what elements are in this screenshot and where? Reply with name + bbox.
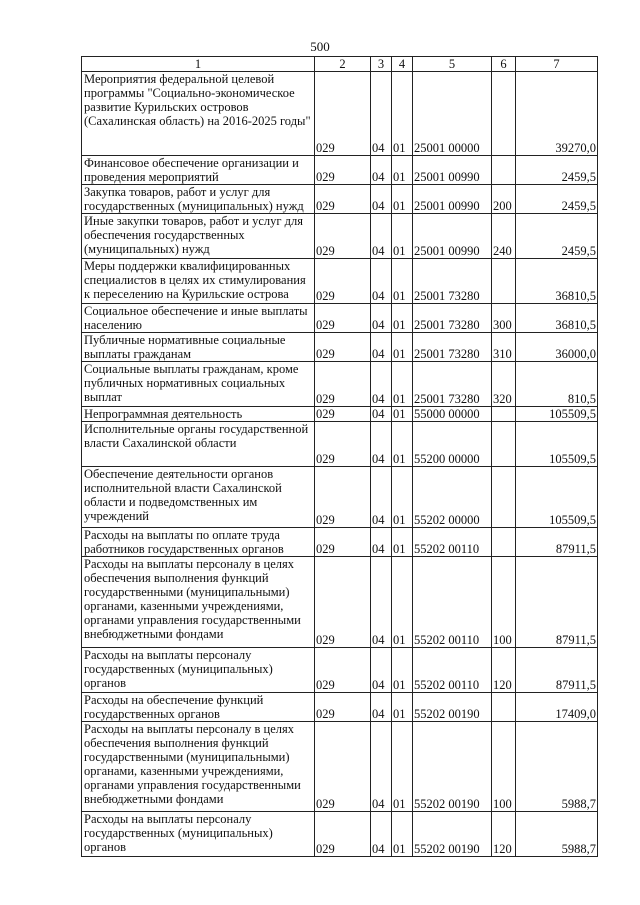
row-target-article: 25001 73280 [413, 259, 492, 304]
row-name: Социальные выплаты гражданам, кроме публичных нормативных социальных выплат [82, 362, 315, 407]
table-row [82, 422, 598, 467]
row-expense-type [492, 422, 516, 467]
row-code: 029 [315, 812, 371, 857]
row-code: 029 [315, 693, 371, 722]
row-subsection: 01 [392, 693, 413, 722]
table-row [82, 333, 598, 362]
row-section: 04 [371, 693, 392, 722]
row-section: 04 [371, 467, 392, 528]
row-expense-type: 100 [492, 722, 516, 812]
header-cell: 3 [371, 57, 392, 72]
row-subsection: 01 [392, 467, 413, 528]
row-subsection: 01 [392, 422, 413, 467]
row-section: 04 [371, 557, 392, 648]
row-subsection: 01 [392, 72, 413, 156]
row-target-article: 55202 00190 [413, 722, 492, 812]
row-amount: 36000,0 [516, 333, 598, 362]
row-subsection: 01 [392, 156, 413, 185]
row-name: Исполнительные органы государственной власти Сахалинской области [82, 422, 315, 467]
row-section: 04 [371, 362, 392, 407]
row-section: 04 [371, 72, 392, 156]
row-section: 04 [371, 812, 392, 857]
row-target-article: 25001 00000 [413, 72, 492, 156]
row-target-article: 55202 00190 [413, 812, 492, 857]
row-amount: 39270,0 [516, 72, 598, 156]
row-amount: 2459,5 [516, 156, 598, 185]
row-name: Расходы на выплаты персоналу в целях обеспечения выполнения функций государственными (муниципальными) органами, казенными учреждениями, органами управления государственными внебюджетными фондами [82, 557, 315, 648]
table-row [82, 362, 598, 407]
row-code: 029 [315, 528, 371, 557]
header-cell: 5 [413, 57, 492, 72]
row-code: 029 [315, 156, 371, 185]
row-amount: 87911,5 [516, 528, 598, 557]
table-row [82, 304, 598, 333]
row-expense-type: 300 [492, 304, 516, 333]
row-subsection: 01 [392, 362, 413, 407]
row-section: 04 [371, 422, 392, 467]
row-name: Закупка товаров, работ и услуг для государственных (муниципальных) нужд [82, 185, 315, 214]
row-code: 029 [315, 407, 371, 422]
row-code: 029 [315, 422, 371, 467]
row-code: 029 [315, 214, 371, 259]
row-expense-type [492, 407, 516, 422]
row-subsection: 01 [392, 528, 413, 557]
table-row [82, 693, 598, 722]
row-code: 029 [315, 72, 371, 156]
row-name: Социальное обеспечение и иные выплаты населению [82, 304, 315, 333]
row-code: 029 [315, 557, 371, 648]
row-subsection: 01 [392, 722, 413, 812]
row-target-article: 55000 00000 [413, 407, 492, 422]
row-amount: 36810,5 [516, 304, 598, 333]
row-expense-type: 100 [492, 557, 516, 648]
row-name: Мероприятия федеральной целевой программы "Социально-экономическое развитие Курильских островов (Сахалинская область) на 2016-2025 годы" [82, 72, 315, 156]
row-code: 029 [315, 185, 371, 214]
table-row [82, 467, 598, 528]
row-amount: 105509,5 [516, 467, 598, 528]
header-cell: 4 [392, 57, 413, 72]
table-row [82, 259, 598, 304]
row-section: 04 [371, 304, 392, 333]
row-section: 04 [371, 259, 392, 304]
row-amount: 87911,5 [516, 648, 598, 693]
row-name: Расходы на выплаты по оплате труда работников государственных органов [82, 528, 315, 557]
row-subsection: 01 [392, 259, 413, 304]
row-amount: 36810,5 [516, 259, 598, 304]
row-target-article: 55202 00190 [413, 693, 492, 722]
row-expense-type [492, 693, 516, 722]
row-code: 029 [315, 722, 371, 812]
row-subsection: 01 [392, 185, 413, 214]
row-target-article: 55202 00000 [413, 467, 492, 528]
row-expense-type: 310 [492, 333, 516, 362]
row-amount: 810,5 [516, 362, 598, 407]
table-body [82, 72, 598, 857]
row-name: Иные закупки товаров, работ и услуг для обеспечения государственных (муниципальных) нужд [82, 214, 315, 259]
row-section: 04 [371, 528, 392, 557]
row-name: Меры поддержки квалифицированных специалистов в целях их стимулирования к переселению на Курильские острова [82, 259, 315, 304]
table-row [82, 557, 598, 648]
row-name: Расходы на выплаты персоналу в целях обеспечения выполнения функций государственными (муниципальными) органами, казенными учреждениями, органами управления государственными внебюджетными фондами [82, 722, 315, 812]
page-number: 500 [310, 39, 330, 54]
header-cell: 1 [82, 57, 315, 72]
table-row [82, 722, 598, 812]
row-code: 029 [315, 304, 371, 333]
row-amount: 17409,0 [516, 693, 598, 722]
header-row [82, 57, 598, 72]
row-code: 029 [315, 648, 371, 693]
row-expense-type: 120 [492, 812, 516, 857]
row-name: Расходы на обеспечение функций государственных органов [82, 693, 315, 722]
row-target-article: 55202 00110 [413, 648, 492, 693]
row-target-article: 25001 00990 [413, 214, 492, 259]
table-header [82, 57, 598, 72]
table-row [82, 214, 598, 259]
row-amount: 87911,5 [516, 557, 598, 648]
row-expense-type: 200 [492, 185, 516, 214]
row-section: 04 [371, 407, 392, 422]
row-target-article: 25001 73280 [413, 304, 492, 333]
row-expense-type [492, 528, 516, 557]
row-code: 029 [315, 333, 371, 362]
row-expense-type [492, 156, 516, 185]
table-row [82, 812, 598, 857]
row-subsection: 01 [392, 304, 413, 333]
row-amount: 2459,5 [516, 214, 598, 259]
row-amount: 5988,7 [516, 812, 598, 857]
table-row [82, 528, 598, 557]
row-name: Расходы на выплаты персоналу государственных (муниципальных) органов [82, 648, 315, 693]
row-amount: 2459,5 [516, 185, 598, 214]
row-subsection: 01 [392, 557, 413, 648]
row-amount: 5988,7 [516, 722, 598, 812]
header-cell: 6 [492, 57, 516, 72]
header-cell: 7 [516, 57, 598, 72]
row-target-article: 25001 00990 [413, 185, 492, 214]
row-target-article: 55200 00000 [413, 422, 492, 467]
row-section: 04 [371, 214, 392, 259]
row-expense-type [492, 72, 516, 156]
row-section: 04 [371, 648, 392, 693]
row-target-article: 25001 73280 [413, 362, 492, 407]
table-row [82, 407, 598, 422]
row-amount: 105509,5 [516, 407, 598, 422]
row-code: 029 [315, 362, 371, 407]
table-row [82, 156, 598, 185]
header-cell: 2 [315, 57, 371, 72]
row-section: 04 [371, 722, 392, 812]
table-row [82, 648, 598, 693]
row-expense-type: 320 [492, 362, 516, 407]
row-name: Непрограммная деятельность [82, 407, 315, 422]
table-row [82, 185, 598, 214]
row-name: Обеспечение деятельности органов исполнительной власти Сахалинской области и подведомственных им учреждений [82, 467, 315, 528]
row-target-article: 55202 00110 [413, 528, 492, 557]
row-target-article: 25001 73280 [413, 333, 492, 362]
row-subsection: 01 [392, 648, 413, 693]
row-section: 04 [371, 333, 392, 362]
row-name: Расходы на выплаты персоналу государственных (муниципальных) органов [82, 812, 315, 857]
row-target-article: 55202 00110 [413, 557, 492, 648]
row-code: 029 [315, 467, 371, 528]
row-section: 04 [371, 156, 392, 185]
row-expense-type [492, 259, 516, 304]
row-section: 04 [371, 185, 392, 214]
row-expense-type: 120 [492, 648, 516, 693]
row-name: Финансовое обеспечение организации и проведения мероприятий [82, 156, 315, 185]
row-subsection: 01 [392, 812, 413, 857]
budget-table [81, 56, 598, 857]
row-target-article: 25001 00990 [413, 156, 492, 185]
row-expense-type [492, 467, 516, 528]
row-amount: 105509,5 [516, 422, 598, 467]
row-code: 029 [315, 259, 371, 304]
row-subsection: 01 [392, 333, 413, 362]
row-subsection: 01 [392, 214, 413, 259]
row-expense-type: 240 [492, 214, 516, 259]
row-subsection: 01 [392, 407, 413, 422]
table-row [82, 72, 598, 156]
row-name: Публичные нормативные социальные выплаты гражданам [82, 333, 315, 362]
